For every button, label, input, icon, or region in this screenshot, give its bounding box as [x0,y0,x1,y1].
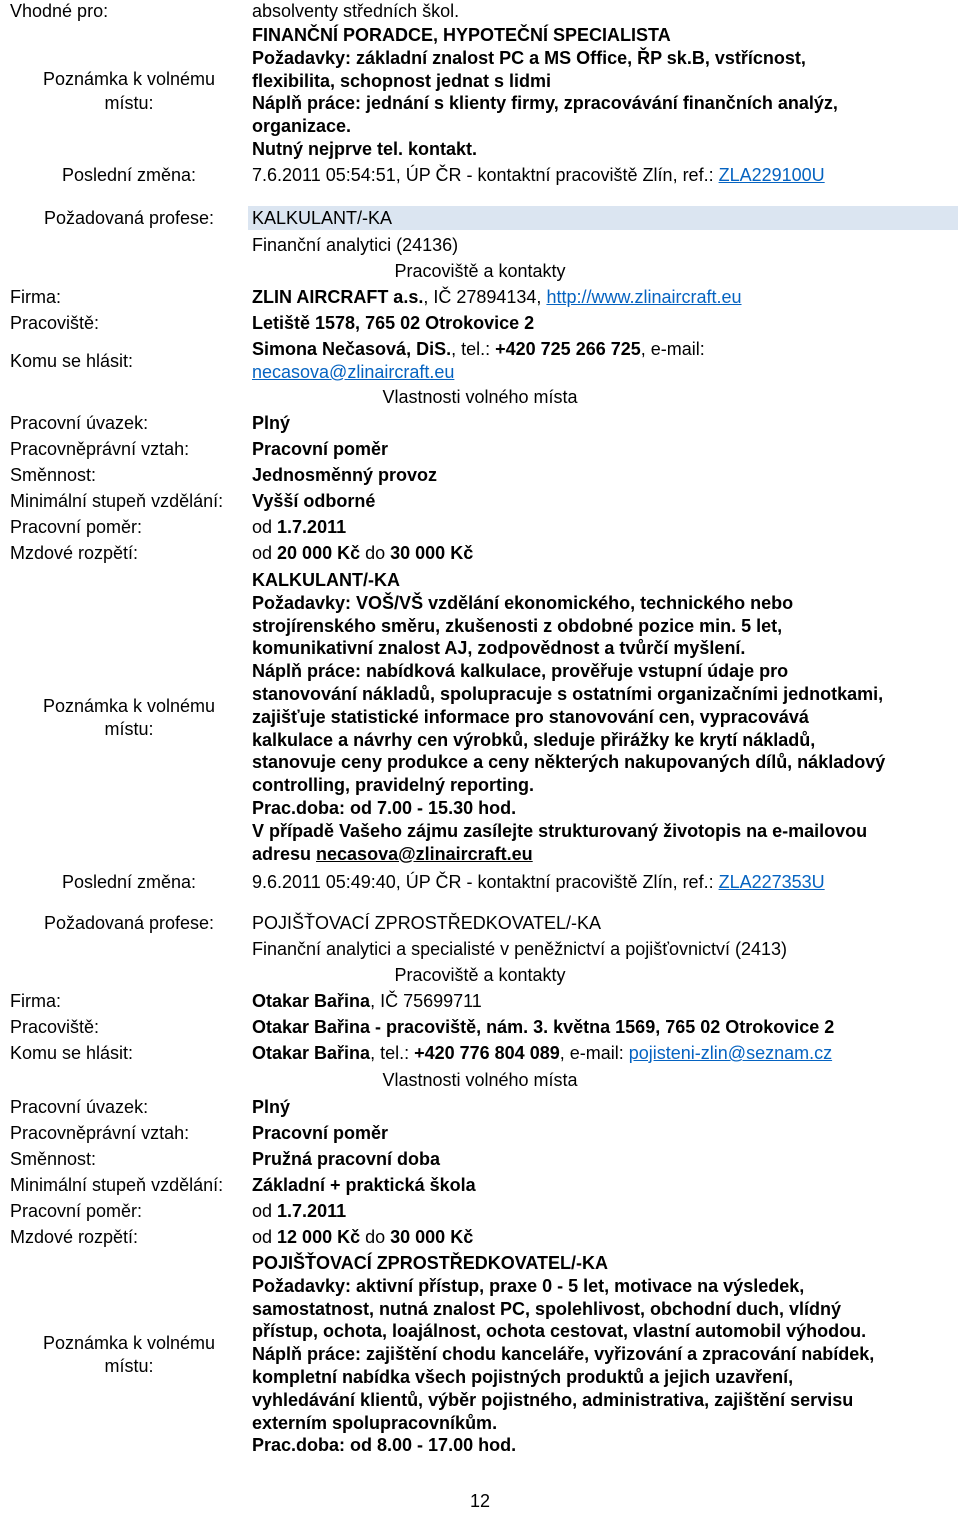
note-text-1 [252,24,956,161]
firma-value [252,286,956,309]
mzda-do: do [360,1227,391,1247]
change-label: Poslední změna: [61,872,197,892]
note-line: zajišťuje statistické informace pro stanovování cen, vypracovává [252,706,809,727]
section-contacts-heading: Pracoviště a kontakty [394,261,566,281]
note-label-line1: Poznámka k volnému [42,1333,216,1353]
ref-link[interactable]: ZLA227353U [718,872,825,892]
note-label-line1: Poznámka k volnému [42,696,216,716]
mzda-od: od [252,1227,278,1247]
note-line: FINANČNÍ PORADCE, HYPOTEČNÍ SPECIALISTA [252,25,671,45]
profession-title: KALKULANT/-KA [252,208,393,228]
note-label-line2: místu: [104,93,154,113]
uvazek-value: Plný [252,1097,291,1117]
section-contacts-heading: Pracoviště a kontakty [394,965,566,985]
profession-label: Požadovaná profese: [43,208,215,228]
note-line: Prac.doba: od 8.00 - 17.00 hod. [252,1435,517,1456]
uvazek-value: Plný [252,413,291,433]
note-text-3 [252,1252,956,1457]
note-line: flexibilita, schopnost jednat s lidmi [252,70,552,91]
note-line: controlling, pravidelný reporting. [252,775,535,796]
note-line: stanovuje ceny produkce a ceny některých nakupovaných dílů, nákladový [252,752,886,773]
firma-value [252,990,956,1013]
pomer-value [252,516,956,539]
note-line: komunikativní znalost AJ, zodpovědnost a tvůrčí myšlení. [252,638,746,659]
note-line: V případě Vašeho zájmu zasílejte strukturovaný životopis na e-mailovou [252,820,868,841]
mzda-od: od [252,543,278,563]
note-line-last [252,843,956,866]
note-line: kalkulace a návrhy cen výrobků, sleduje přirážky ke krytí nákladů, [252,729,816,750]
smennost-value: Jednosměnný provoz [252,465,438,485]
komu-value [252,1042,956,1065]
profession-label: Požadovaná profese: [43,913,215,933]
page-number: 12 [469,1491,491,1511]
note-line: Požadavky: VOŠ/VŠ vzdělání ekonomického, technického nebo [252,592,794,613]
vzdelani-label: Minimální stupeň vzdělání: [10,1175,224,1195]
note-line: stanovování nákladů, spolupracuje s ostatními organizačními jednotkami, [252,683,884,704]
firma-label: Firma: [10,287,61,307]
pracoviste-label: Pracoviště: [10,313,100,333]
pracoviste-value: Letiště 1578, 765 02 Otrokovice 2 [252,313,535,333]
note-line: Nutný nejprve tel. kontakt. [252,138,478,159]
pomer-od: od [252,517,278,537]
vzdelani-value: Vyšší odborné [252,491,376,511]
vztah-value: Pracovní poměr [252,1123,389,1143]
note-line: externím spolupracovníkům. [252,1412,498,1433]
note-line: samostatnost, nutná znalost PC, spolehlivost, obchodní duch, vlídný [252,1298,842,1319]
mzda-max: 30 000 Kč [390,543,474,563]
firma-web-link[interactable]: http://www.zlinaircraft.eu [546,287,742,307]
komu-label: Komu se hlásit: [10,351,134,371]
vztah-label: Pracovněprávní vztah: [10,1123,190,1143]
note-line: kompletní nabídka všech pojistných produktů a jejich uzavření, [252,1366,794,1387]
vztah-value: Pracovní poměr [252,439,389,459]
mzda-value [252,1226,956,1249]
note-line: Požadavky: základní znalost PC a MS Office, ŘP sk.B, vstřícnost, [252,47,806,68]
pomer-date: 1.7.2011 [277,1201,347,1221]
uvazek-label: Pracovní úvazek: [10,413,149,433]
mzda-label: Mzdové rozpětí: [10,543,139,563]
pracoviste-label: Pracoviště: [10,1017,100,1037]
komu-name: Otakar Bařina [252,1043,371,1063]
note-text-2 [252,569,956,865]
change-text: 7.6.2011 05:54:51, ÚP ČR - kontaktní pracoviště Zlín, ref.: [252,165,719,185]
pomer-label: Pracovní poměr: [10,1201,143,1221]
komu-mail-prefix: , e-mail: [559,1043,629,1063]
change-value [252,871,956,894]
komu-tel: +420 776 804 089 [414,1043,560,1063]
note-line: přístup, ochota, loajálnost, ochota cestovat, vlastní automobil výhodou. [252,1321,867,1342]
mzda-min: 20 000 Kč [277,543,361,563]
section-props-heading: Vlastnosti volného místa [382,387,578,407]
smennost-value: Pružná pracovní doba [252,1149,441,1169]
smennost-label: Směnnost: [10,465,97,485]
ref-link[interactable]: ZLA229100U [718,165,825,185]
vzdelani-label: Minimální stupeň vzdělání: [10,491,224,511]
pomer-value [252,1200,956,1223]
note-last-prefix: adresu [252,843,317,864]
komu-tel: +420 725 266 725 [495,339,641,359]
mzda-max: 30 000 Kč [390,1227,474,1247]
note-line: organizace. [252,116,352,137]
note-line: vyhledávání klientů, výběr pojistného, administrativa, zajištění servisu [252,1389,854,1410]
note-label-line2: místu: [104,719,154,739]
komu-mail-link[interactable]: pojisteni-zlin@seznam.cz [628,1043,833,1063]
firma-name: ZLIN AIRCRAFT a.s. [252,287,424,307]
note-line: Náplň práce: jednání s klienty firmy, zpracovávání finančních analýz, [252,93,838,114]
section-props-heading: Vlastnosti volného místa [382,1070,578,1090]
uvazek-label: Pracovní úvazek: [10,1097,149,1117]
komu-label: Komu se hlásit: [10,1043,134,1063]
vzdelani-value: Základní + praktická škola [252,1175,476,1195]
komu-tel-prefix: , tel.: [451,339,496,359]
pracoviste-value: Otakar Bařina - pracoviště, nám. 3. května 1569, 765 02 Otrokovice 2 [252,1017,835,1037]
smennost-label: Směnnost: [10,1149,97,1169]
firma-label: Firma: [10,991,61,1011]
change-text: 9.6.2011 05:49:40, ÚP ČR - kontaktní pracoviště Zlín, ref.: [252,872,719,892]
komu-mail-link[interactable]: necasova@zlinaircraft.eu [252,361,455,382]
note-line: Náplň práce: nabídková kalkulace, prověřuje vstupní údaje pro [252,661,789,682]
profession-subtitle: Finanční analytici (24136) [252,235,459,255]
komu-tel-prefix: , tel.: [370,1043,415,1063]
mzda-label: Mzdové rozpětí: [10,1227,139,1247]
komu-value [252,338,956,384]
profession-subtitle: Finanční analytici a specialisté v peněžnictví a pojišťovnictví (2413) [252,939,788,959]
note-line: Náplň práce: zajištění chodu kanceláře, vyřizování a zpracování nabídek, [252,1344,875,1365]
profession-title: POJIŠŤOVACÍ ZPROSTŘEDKOVATEL/-KA [252,913,602,933]
note-line: KALKULANT/-KA [252,570,400,590]
note-label-line1: Poznámka k volnému [42,69,216,89]
pomer-date: 1.7.2011 [277,517,347,537]
note-label-line2: místu: [104,1356,154,1376]
komu-mail-prefix: , e-mail: [640,339,705,359]
vztah-label: Pracovněprávní vztah: [10,439,190,459]
note-line: Požadavky: aktivní přístup, praxe 0 - 5 let, motivace na výsledek, [252,1275,805,1296]
mzda-min: 12 000 Kč [277,1227,361,1247]
note-line: Prac.doba: od 7.00 - 15.30 hod. [252,797,517,818]
komu-name: Simona Nečasová, DiS. [252,339,452,359]
mzda-do: do [360,543,391,563]
pomer-label: Pracovní poměr: [10,517,143,537]
firma-ic: , IČ 27894134, [423,287,547,307]
change-value [252,164,956,187]
vhodne-label: Vhodné pro: [10,1,109,21]
vhodne-value: absolventy středních škol. [252,1,460,21]
note-line: strojírenského směru, zkušenosti z obdobné pozice min. 5 let, [252,615,783,636]
change-label: Poslední změna: [61,165,197,185]
pomer-od: od [252,1201,278,1221]
firma-name: Otakar Bařina [252,991,371,1011]
firma-ic: , IČ 75699711 [370,991,482,1011]
note-line: POJIŠŤOVACÍ ZPROSTŘEDKOVATEL/-KA [252,1253,609,1273]
mzda-value [252,542,956,565]
note-mail[interactable]: necasova@zlinaircraft.eu [316,843,533,864]
